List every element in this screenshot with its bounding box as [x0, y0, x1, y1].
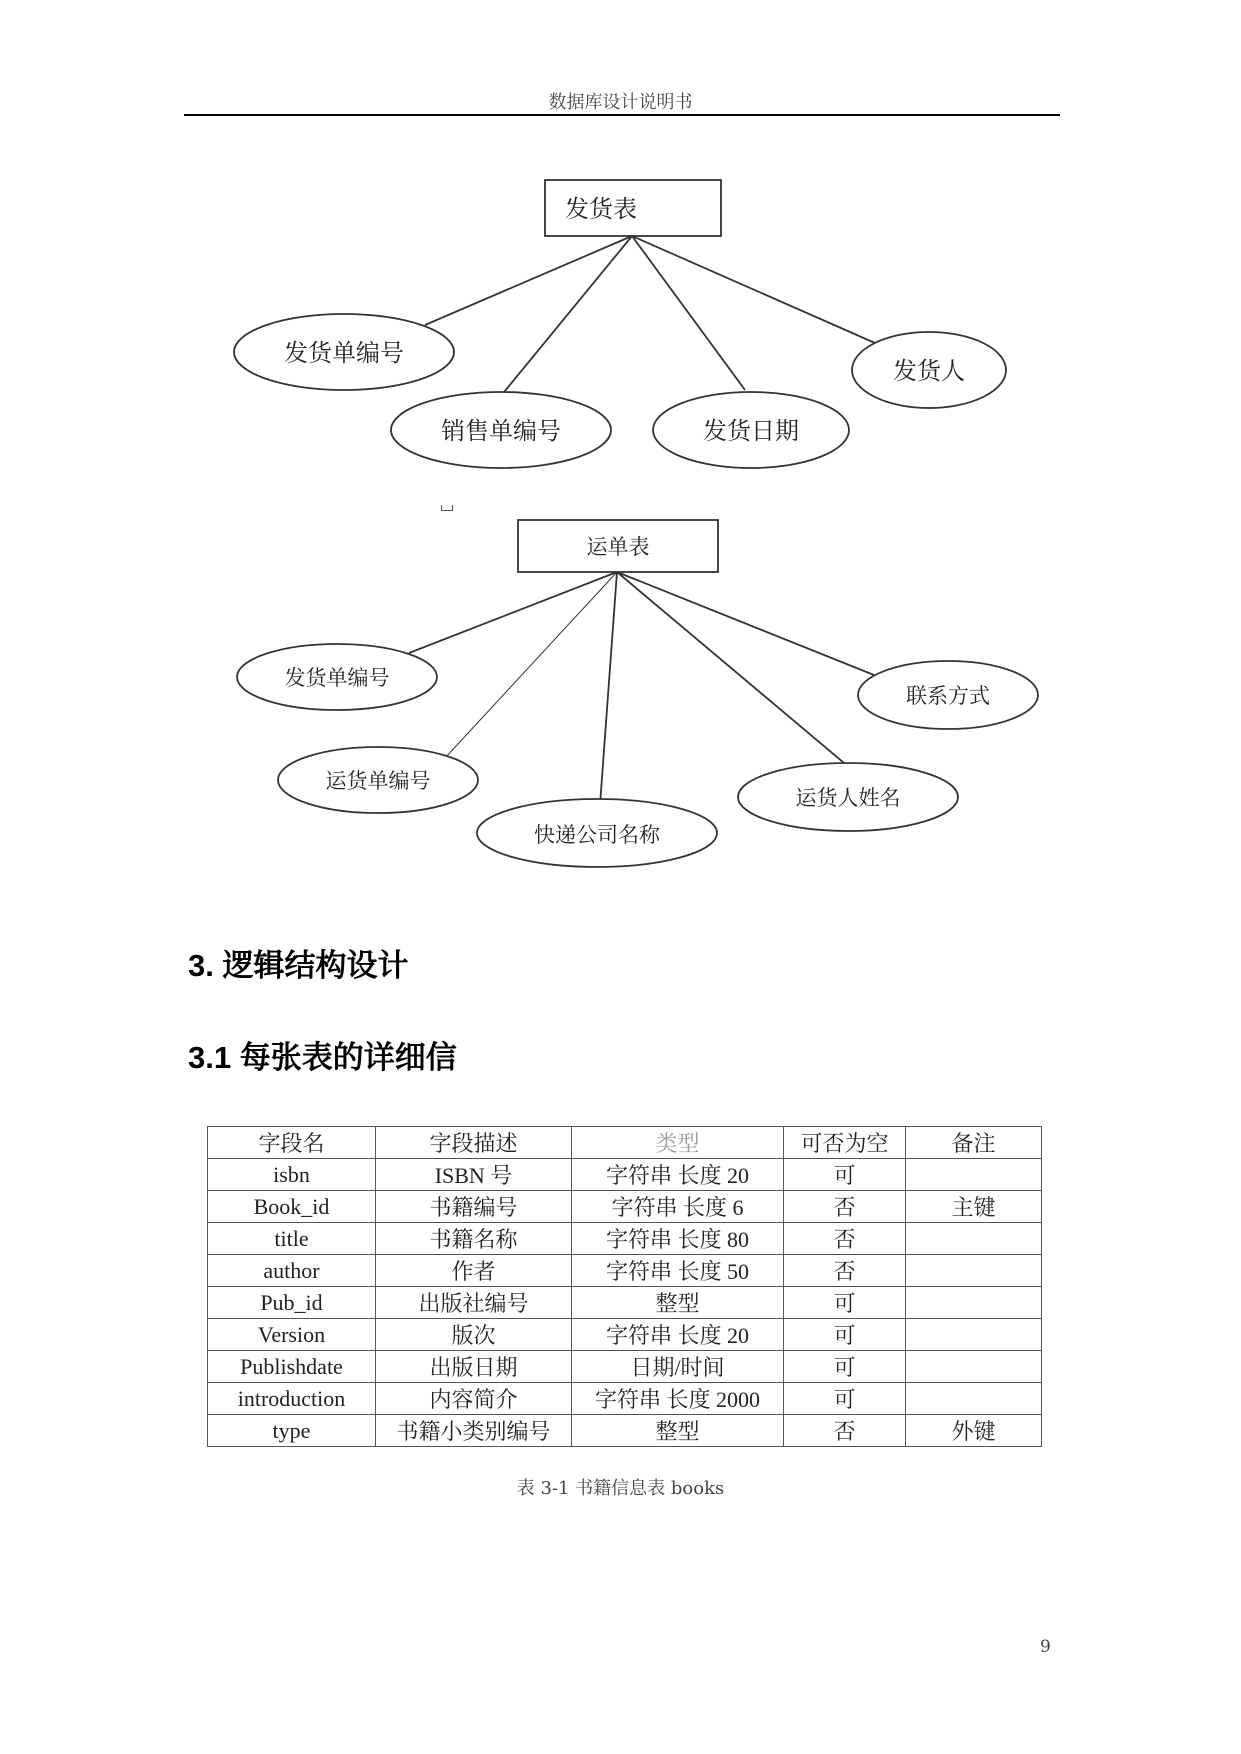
table-row — [208, 1415, 1042, 1447]
table-cell: 书籍名称 — [376, 1223, 572, 1255]
attribute-label: 发货日期 — [703, 417, 799, 445]
table-row — [208, 1159, 1042, 1191]
table-cell: Version — [208, 1319, 376, 1351]
table-cell: 可 — [784, 1351, 906, 1383]
table-cell: 内容简介 — [376, 1383, 572, 1415]
table-cell: 字符串 长度 6 — [572, 1191, 784, 1223]
table-cell: 否 — [784, 1255, 906, 1287]
table-cell: type — [208, 1415, 376, 1447]
entity-label: 运单表 — [586, 535, 650, 559]
table-cell: 日期/时间 — [572, 1351, 784, 1383]
table-cell: Book_id — [208, 1191, 376, 1223]
table-caption: 表 3-1 书籍信息表 books — [516, 1478, 725, 1499]
table-cell: ISBN 号 — [376, 1159, 572, 1191]
table-cell — [906, 1319, 1042, 1351]
attribute-label: 运货人姓名 — [795, 786, 901, 810]
table-cell — [906, 1255, 1042, 1287]
table-row — [208, 1223, 1042, 1255]
attribute-label: 发货单编号 — [284, 666, 390, 690]
table-cell: 可 — [784, 1383, 906, 1415]
table-cell: Pub_id — [208, 1287, 376, 1319]
table-cell: 否 — [784, 1191, 906, 1223]
table-cell: 字符串 长度 80 — [572, 1223, 784, 1255]
column-header: 可否为空 — [784, 1127, 906, 1159]
table-cell: isbn — [208, 1159, 376, 1191]
books-field-table — [207, 1126, 1042, 1447]
table-cell: 可 — [784, 1159, 906, 1191]
attribute-label: 发货单编号 — [284, 339, 404, 367]
table-cell: 否 — [784, 1415, 906, 1447]
entity-label: 发货表 — [565, 195, 637, 223]
table-cell — [906, 1383, 1042, 1415]
table-cell: 外键 — [906, 1415, 1042, 1447]
table-cell: title — [208, 1223, 376, 1255]
column-header: 字段描述 — [376, 1127, 572, 1159]
er-diagram-shipping — [234, 180, 1006, 468]
table-cell — [906, 1287, 1042, 1319]
attribute-label: 发货人 — [893, 357, 965, 385]
table-cell — [906, 1223, 1042, 1255]
table-cell: 字符串 长度 20 — [572, 1159, 784, 1191]
table-cell: 书籍编号 — [376, 1191, 572, 1223]
attribute-label: 运货单编号 — [325, 769, 431, 793]
table-row — [208, 1351, 1042, 1383]
table-cell: author — [208, 1255, 376, 1287]
column-header: 备注 — [906, 1127, 1042, 1159]
table-cell: introduction — [208, 1383, 376, 1415]
column-header: 类型 — [572, 1127, 784, 1159]
page-number: 9 — [1040, 1637, 1051, 1657]
paragraph-mark — [441, 505, 453, 511]
table-cell: 书籍小类别编号 — [376, 1415, 572, 1447]
table-cell: 出版日期 — [376, 1351, 572, 1383]
table-cell: 字符串 长度 2000 — [572, 1383, 784, 1415]
page-header-title: 数据库设计说明书 — [548, 92, 693, 113]
table-row — [208, 1287, 1042, 1319]
table-cell — [906, 1351, 1042, 1383]
table-row — [208, 1255, 1042, 1287]
table-row — [208, 1383, 1042, 1415]
table-row — [208, 1191, 1042, 1223]
table-cell: 字符串 长度 50 — [572, 1255, 784, 1287]
table-cell: 整型 — [572, 1287, 784, 1319]
attribute-label: 联系方式 — [906, 684, 990, 708]
table-cell: 作者 — [376, 1255, 572, 1287]
table-row — [208, 1319, 1042, 1351]
table-cell: 可 — [784, 1287, 906, 1319]
section-heading: 3. 逻辑结构设计 — [188, 948, 409, 983]
table-cell: 出版社编号 — [376, 1287, 572, 1319]
table-cell: 可 — [784, 1319, 906, 1351]
table-cell: Publishdate — [208, 1351, 376, 1383]
table-cell: 主键 — [906, 1191, 1042, 1223]
table-cell: 整型 — [572, 1415, 784, 1447]
attribute-label: 快递公司名称 — [534, 823, 660, 847]
subsection-heading: 3.1 每张表的详细信 — [188, 1040, 457, 1075]
table-cell: 字符串 长度 20 — [572, 1319, 784, 1351]
table-cell: 版次 — [376, 1319, 572, 1351]
column-header: 字段名 — [208, 1127, 376, 1159]
table-cell: 否 — [784, 1223, 906, 1255]
table-cell — [906, 1159, 1042, 1191]
table-header-row — [208, 1127, 1042, 1159]
attribute-label: 销售单编号 — [441, 417, 561, 445]
